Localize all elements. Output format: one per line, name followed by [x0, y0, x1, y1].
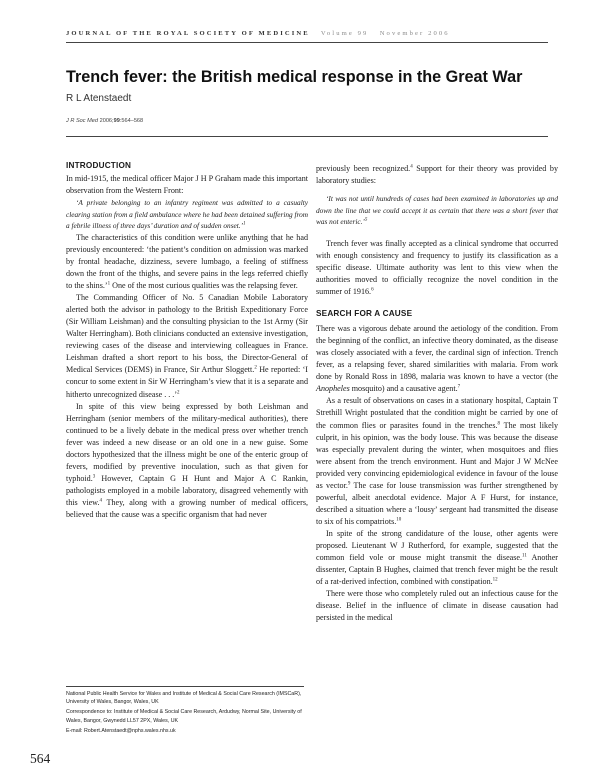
paragraph: There was a vigorous debate around the aetiology of the condition. From the beginning of the conflict, an infective theory dominated, as the disease was closely associated with a fever, the cardinal sign of infection. Trench fever, as a relapsing fever, shared similarities with malaria. From work done by Ronald Ross in 1898, malaria was known to have a vector (the Anopheles mosquito) and a causative agent.$^7$	[316, 324, 558, 394]
left-column	[66, 160, 308, 521]
citation-journal: J R Soc Med	[66, 118, 99, 124]
block-quote: ‘A private belonging to an infantry regiment was admitted to a casualty clearing station from a field ambulance where he had been detained suffering from a febrile illness of three days’ duration and of sudden onset.’$^1$	[66, 198, 308, 231]
right-column	[316, 163, 558, 624]
paragraph: In spite of this view being expressed by both Leishman and Herringham (senior members of the military-medical authorities), there continued to be a lively debate in the medical press over whether trench fever was indeed a new disease or an old one in a new guise. Some doctors hypothesized that the illness might be one of the enteric group of fevers, modified by preventive inoculation, such as that given for typhoid.$^3$ However, Captain G H Hunt and Major A C Rankin, pathologists employed in a mobile laboratory, disagreed vehemently with this view.$^4$ They, along with a growing number of medical officers, believed that the cause was a specific organism that had never	[66, 401, 309, 519]
footnote-rule	[66, 686, 304, 687]
paragraph: The Commanding Officer of No. 5 Canadian Mobile Laboratory alerted both the advisor in pathology to the British Expeditionary Force (Sir William Leishman) and the consulting physician to the 1st Army (Sir Walter Herringham). Both clinicians conducted an extensive investigation, reviewing cases of the disease and interviewing colleagues in France. Leishman drafted a short report to his boss, the Director-General of Medical Services (DEMS) in France, Sir Arthur Sloggett.$^2$ He reported: ‘I concur to some extent in Sir W Herringham’s view that it is a separate and hitherto unrecognized disease . . .’$^2$	[66, 293, 308, 399]
journal-running-header	[66, 30, 546, 37]
intro-heading: INTRODUCTION	[66, 161, 132, 170]
citation-pages: :564–568	[119, 118, 144, 124]
email-note: E-mail: Robert.Atenstaedt@nphs.wales.nhs.uk	[66, 727, 176, 734]
article-citation	[66, 118, 143, 124]
article-title: Trench fever: the British medical response in the Great War	[66, 68, 523, 86]
paragraph: The characteristics of this condition were unlike anything that he had previously encountered: ‘the patient’s condition on admission was marked by frontal headache, dizziness, severe lumbago, a feeling of stiffness down the front of the thighs, and severe pains in the legs referred chiefly to the shins.’$^1$ One of the most curious qualities was the relapsing fever.	[66, 232, 308, 291]
correspondence-note: Correspondence to: Institute of Medical & Social Care Research, Ardudwy, Normal Site, University of Wales, Bangor, Gwynedd LL57 2PX, Wales, UK	[66, 709, 302, 724]
affiliation-note: National Public Health Service for Wales and Institute of Medical & Social Care Research (IMSCaR), University of Wales, Bangor, Wales, UK	[66, 691, 302, 706]
paragraph: In spite of the strong candidature of the louse, other agents were proposed. Lieutenant W J Rutherford, for example, suggested that the common field vole or mouse might transmit the disease.$^{11}$ Another dissenter, Captain B Hughes, claimed that trench fever might be the result of a rat-derived infection, combined with constipation.$^{12}$	[316, 528, 558, 587]
paragraph: There were those who completely ruled out an infectious cause for the disease. Belief in the influence of climate in disease causation had persisted in the medical	[316, 589, 558, 623]
journal-volume: Volume 99	[320, 30, 369, 37]
journal-issue: November 2006	[379, 30, 450, 37]
footnotes	[66, 690, 311, 737]
header-rule	[66, 42, 548, 43]
page-number: 564	[30, 751, 51, 766]
citation-rule	[66, 136, 548, 137]
paragraph: In mid-1915, the medical officer Major J H P Graham made this important observation from the Western Front:	[66, 174, 308, 196]
journal-name: JOURNAL OF THE ROYAL SOCIETY OF MEDICINE	[66, 30, 310, 37]
paragraph: previously been recognized.$^4$ Support for their theory was provided by laboratory studies:	[316, 164, 558, 186]
paragraph: Trench fever was finally accepted as a clinical syndrome that occurred with enough consistency and frequency to justify its classification as a specific disease. Ultimate authority was lent to this view when the authorities moved to officially recognize the novel condition in the summer of 1916.$^6$	[316, 238, 558, 297]
block-quote: ‘It was not until hundreds of cases had been examined in laboratories up and down the line that we could accept it as certain that there was a short fever that was not enteric.’$^5$	[316, 194, 558, 227]
search-heading: SEARCH FOR A CAUSE	[316, 309, 413, 319]
citation-year: 2006;	[99, 118, 114, 124]
citation-volume: 99	[113, 118, 120, 124]
article-author: R L Atenstaedt	[66, 93, 132, 104]
paragraph: As a result of observations on cases in a stationary hospital, Captain T Strethill Wright postulated that the condition might be carried by one of the common flies or parasites found in the trenches.$^8$ The most likely culprit, in his opinion, was the body louse. This was because the disease was especially prevalent during the winter, when mosquitoes and flies were absent from the trench environment. Hunt and Major J W McNee provided very convincing epidemiological evidence in favour of the louse as vector.$^9$ The case for louse transmission was further strengthened by powerful, albeit anecdotal evidence. Major A F Hurst, for instance, described a situation where a ‘lousy’ sergeant had transmitted the disease to six of his compatriots.$^{10}$	[316, 396, 558, 526]
